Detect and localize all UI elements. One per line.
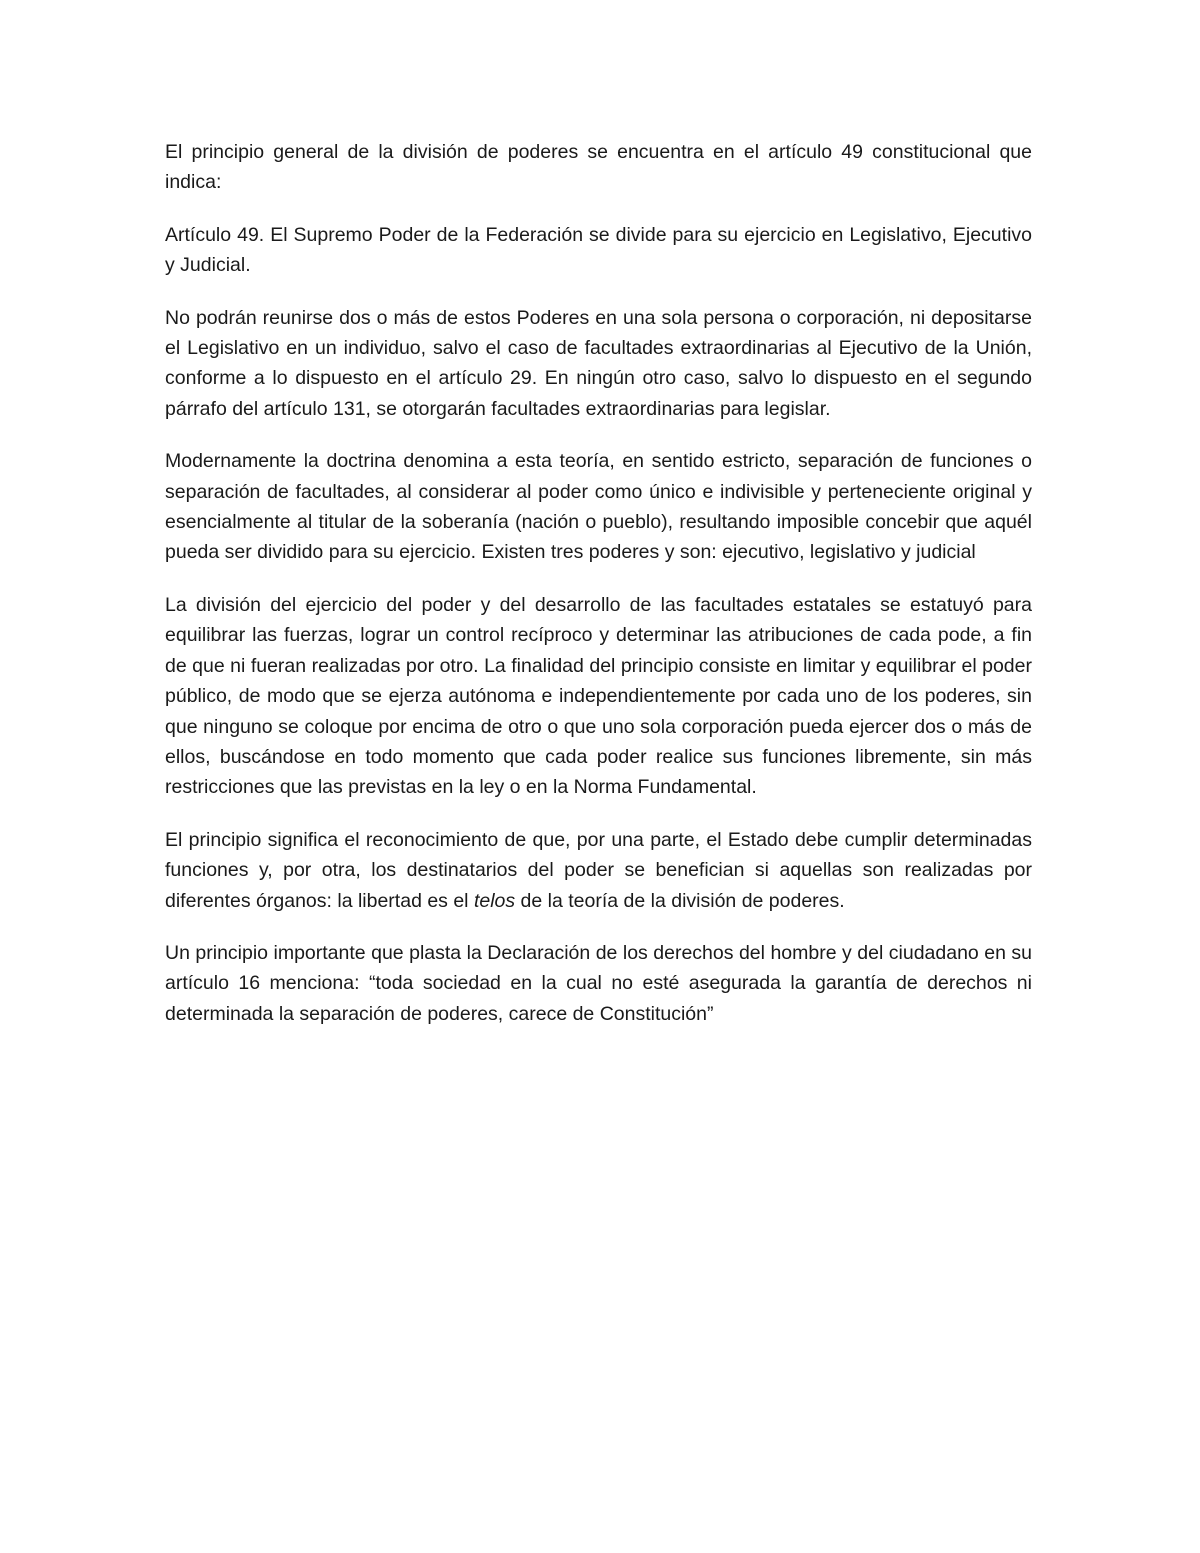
document-body (165, 137, 1032, 1051)
paragraph-4: Modernamente la doctrina denomina a esta teoría, en sentido estricto, separación de funciones o separación de facultades, al considerar al poder como único e indivisible y perteneciente original y esencialmente al titular de la soberanía (nación o pueblo), resultando imposible concebir que aquél pueda ser dividido para su ejercicio. Existen tres poderes y son: ejecutivo, legislativo y judicial (165, 450, 1032, 564)
paragraph-5: La división del ejercicio del poder y del desarrollo de las facultades estatales se estatuyó para equilibrar las fuerzas, lograr un control recíproco y determinar las atribuciones de cada pode, a fin de que ni fueran realizadas por otro. La finalidad del principio consiste en limitar y equilibrar el poder público, de modo que se ejerza autónoma e independientemente por cada uno de los poderes, sin que ninguno se coloque por encima de otro o que uno sola corporación pueda ejercer dos o más de ellos, buscándose en todo momento que cada poder realice sus funciones libremente, sin más restricciones que las previstas en la ley o en la Norma Fundamental. (165, 593, 1032, 799)
paragraph-1: El principio general de la división de poderes se encuentra en el artículo 49 constitucional que indica: (165, 141, 1032, 194)
paragraph-3: No podrán reunirse dos o más de estos Poderes en una sola persona o corporación, ni depositarse el Legislativo en un individuo, salvo el caso de facultades extraordinarias al Ejecutivo de la Unión, conforme a lo dispuesto en el artículo 29. En ningún otro caso, salvo lo dispuesto en el segundo párrafo del artículo 131, se otorgarán facultades extraordinarias para legislar. (165, 306, 1032, 420)
paragraph-6 (165, 825, 1032, 916)
paragraph-6-text-end: de la teoría de la división de poderes. (515, 889, 845, 912)
paragraph-6-text-start: El principio significa el reconocimiento de que, por una parte, el Estado debe cumplir determinadas funciones y, por otra, los destinatarios del poder se benefician si aquellas son realizadas por diferentes órganos: la libertad es el (165, 828, 1032, 912)
paragraph-7: Un principio importante que plasta la Declaración de los derechos del hombre y del ciudadano en su artículo 16 menciona: “toda sociedad en la cual no esté asegurada la garantía de derechos ni determinada la separación de poderes, carece de Constitución” (165, 941, 1032, 1025)
paragraph-2: Artículo 49. El Supremo Poder de la Federación se divide para su ejercicio en Legislativo, Ejecutivo y Judicial. (165, 223, 1032, 277)
paragraph-6-italic-term: telos (473, 889, 516, 912)
